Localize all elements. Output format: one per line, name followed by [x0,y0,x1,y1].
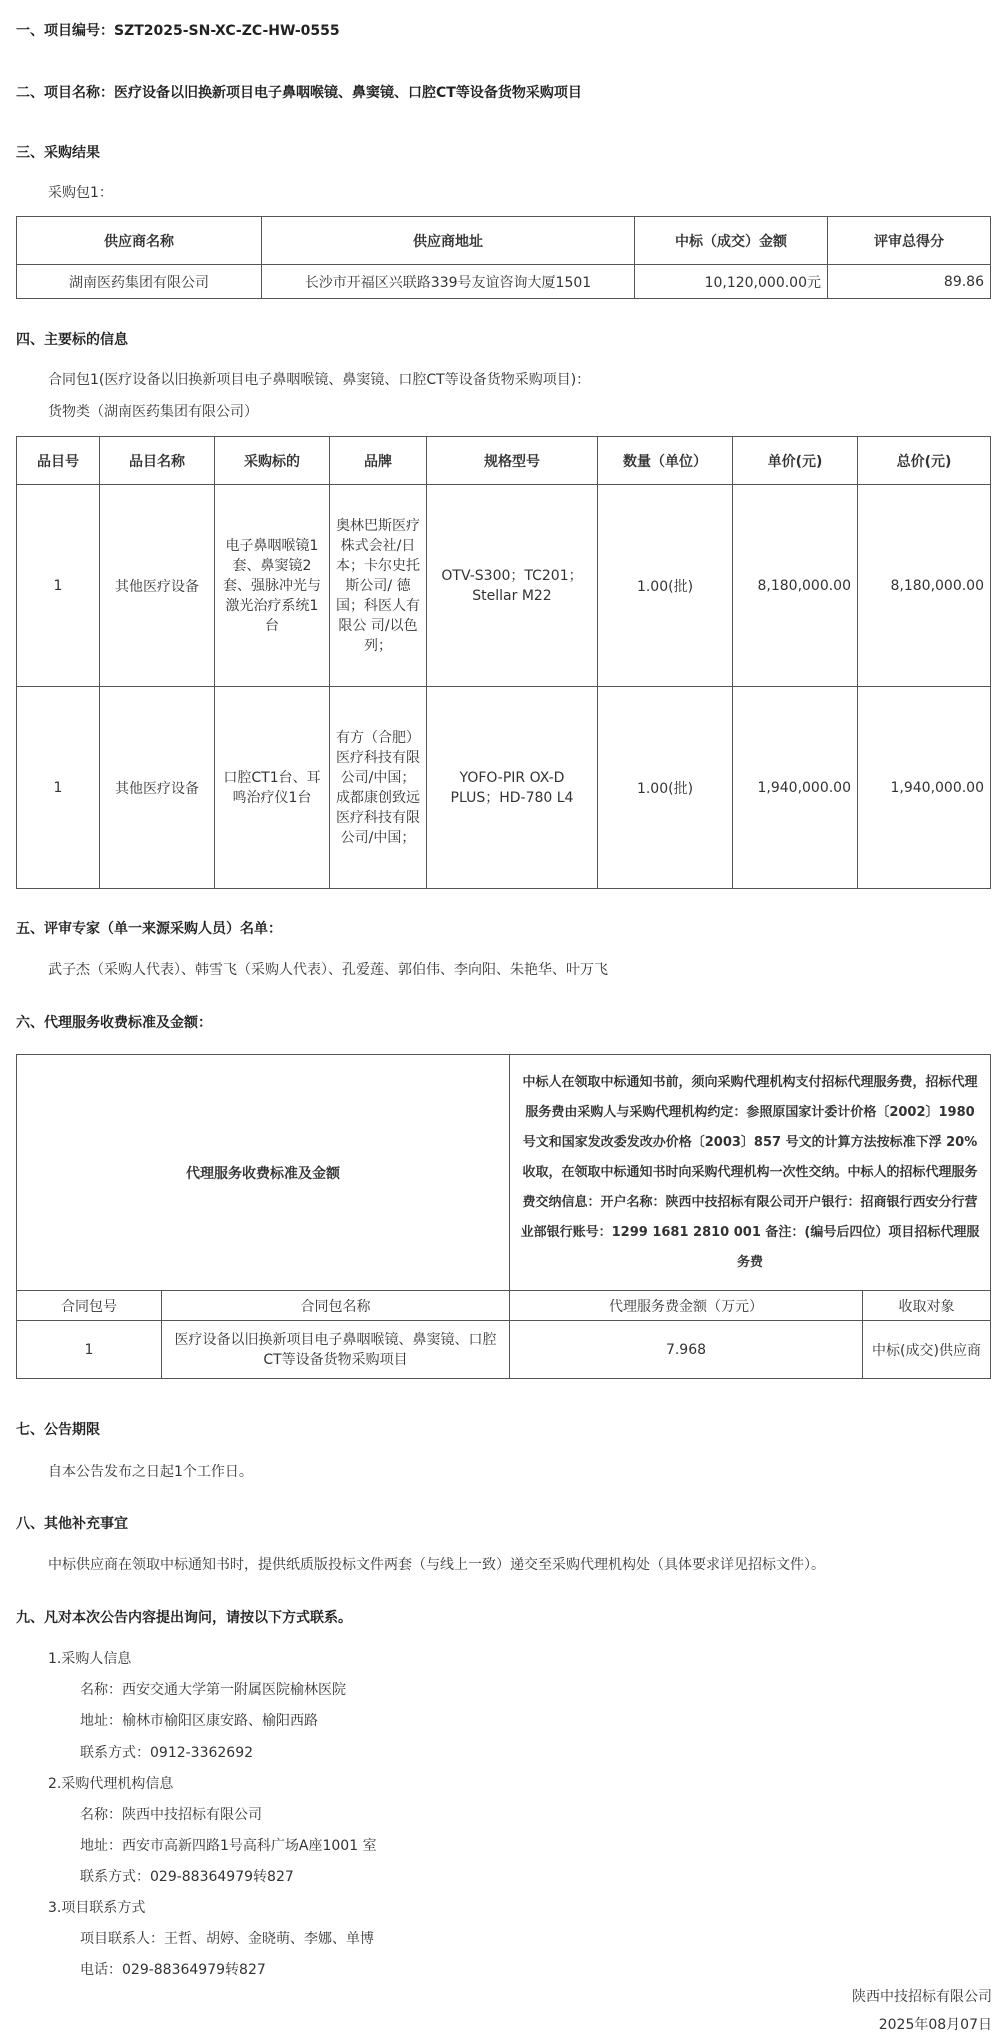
section-supplement: 八、其他补充事宜 [16,1516,128,1532]
cell-quantity: 1.00(批) [598,687,733,889]
subject-table [16,436,991,889]
package-label: 采购包1： [48,185,113,201]
fee-table [16,1054,991,1379]
fee-left-label: 代理服务收费标准及金额 [17,1055,510,1291]
project-name-label: 二、项目名称： [16,85,114,101]
col-procurement-item: 采购标的 [215,437,330,485]
col-fee-payer: 收取对象 [863,1291,991,1321]
section-contact: 九、凡对本次公告内容提出询问，请按以下方式联系。 [16,1610,352,1626]
cell-model: OTV-S300；TC201；Stellar M22 [427,485,598,687]
footer-date: 2025年08月07日 [878,2017,992,2033]
cell-supplier-name: 湖南医药集团有限公司 [17,265,262,299]
table-row [17,485,991,687]
contract-package-label: 合同包1(医疗设备以旧换新项目电子鼻咽喉镜、鼻窦镜、口腔CT等设备货物采购项目)： [48,372,591,388]
cell-award-amount: 10,120,000.00元 [635,265,828,299]
cell-unit-price: 8,180,000.00 [733,485,858,687]
project-number-value: SZT2025-SN-XC-ZC-HW-0555 [114,23,340,39]
col-item-name: 品目名称 [100,437,215,485]
cell-total-price: 1,940,000.00 [858,687,991,889]
cell-total-price: 8,180,000.00 [858,485,991,687]
project-contact-title: 3.项目联系方式 [48,1900,146,1916]
experts-list: 武子杰（采购人代表）、韩雪飞（采购人代表）、孔爱莲、郭伯伟、李向阳、朱艳华、叶万飞 [48,962,608,978]
col-total-price: 总价(元) [858,437,991,485]
result-table [16,216,991,299]
buyer-phone: 联系方式：0912-3362692 [80,1745,254,1761]
col-model: 规格型号 [427,437,598,485]
project-number-label: 一、项目编号： [16,23,114,39]
col-unit-price: 单价(元) [733,437,858,485]
project-contact-phone: 电话：029-88364979转827 [80,1962,266,1978]
section-experts: 五、评审专家（单一来源采购人员）名单： [16,921,282,937]
cell-contract-name: 医疗设备以旧换新项目电子鼻咽喉镜、鼻窦镜、口腔CT等设备货物采购项目 [162,1321,510,1379]
cell-fee-payer: 中标(成交)供应商 [863,1321,991,1379]
section-main-subject: 四、主要标的信息 [16,332,128,348]
cell-model: YOFO-PIR OX-D PLUS；HD-780 L4 [427,687,598,889]
agent-title: 2.采购代理机构信息 [48,1776,174,1792]
project-contact-people: 项目联系人：王哲、胡婷、金晓萌、李娜、单博 [80,1931,374,1947]
project-number-line [16,20,340,40]
footer-org: 陕西中技招标有限公司 [852,1989,992,2005]
table-row [17,687,991,889]
agent-address: 地址：西安市高新四路1号高科广场A座1001 室 [80,1838,377,1854]
col-quantity: 数量（单位） [598,437,733,485]
cell-item-name: 其他医疗设备 [100,687,215,889]
agent-name: 名称：陕西中技招标有限公司 [80,1807,262,1823]
cell-total-score: 89.86 [828,265,991,299]
project-name-value: 医疗设备以旧换新项目电子鼻咽喉镜、鼻窦镜、口腔CT等设备货物采购项目 [114,85,582,101]
section-procurement-result: 三、采购结果 [16,145,100,161]
category-label: 货物类（湖南医药集团有限公司） [48,404,258,420]
buyer-address: 地址：榆林市榆阳区康安路、榆阳西路 [80,1713,318,1729]
section-agency-fee: 六、代理服务收费标准及金额： [16,1015,212,1031]
cell-item-no: 1 [17,485,100,687]
col-supplier-address: 供应商地址 [262,217,635,265]
col-total-score: 评审总得分 [828,217,991,265]
buyer-title: 1.采购人信息 [48,1651,132,1667]
cell-procurement-item: 电子鼻咽喉镜1套、鼻窦镜2套、强脉冲光与激光治疗系统1台 [215,485,330,687]
col-supplier-name: 供应商名称 [17,217,262,265]
cell-procurement-item: 口腔CT1台、耳鸣治疗仪1台 [215,687,330,889]
col-fee-amount: 代理服务费金额（万元） [510,1291,863,1321]
cell-contract-no: 1 [17,1321,162,1379]
cell-fee-amount: 7.968 [510,1321,863,1379]
cell-unit-price: 1,940,000.00 [733,687,858,889]
buyer-name: 名称：西安交通大学第一附属医院榆林医院 [80,1682,346,1698]
cell-item-no: 1 [17,687,100,889]
cell-item-name: 其他医疗设备 [100,485,215,687]
fee-description: 中标人在领取中标通知书前，须向采购代理机构支付招标代理服务费，招标代理服务费由采购人与采购代理机构约定：参照原国家计委计价格〔2002〕1980 号文和国家发改委发改办价格〔2003〕857 号文的计算方法按标准下浮 20%收取，在领取中标通知书时向采购代理机构一次性交纳。中标人的招标代理服务费交纳信息：开户名称：陕西中技招标有限公司开户银行：招商银行西安分行营业部银行账号：1299 1681 2810 001 备注：(编号后四位）项目招标代理服务费 [510,1055,991,1291]
col-brand: 品牌 [330,437,427,485]
col-contract-name: 合同包名称 [162,1291,510,1321]
notice-period-text: 自本公告发布之日起1个工作日。 [48,1464,253,1480]
col-contract-no: 合同包号 [17,1291,162,1321]
col-item-no: 品目号 [17,437,100,485]
table-row [17,265,991,299]
table-row [17,1321,991,1379]
agent-phone: 联系方式：029-88364979转827 [80,1869,294,1885]
cell-brand: 奥林巴斯医疗 株式会社/日本；卡尔史托斯公司/ 德国；科医人有限公 司/以色列； [330,485,427,687]
supplement-text: 中标供应商在领取中标通知书时，提供纸质版投标文件两套（与线上一致）递交至采购代理机构处（具体要求详见招标文件）。 [48,1557,825,1573]
project-name-line [16,82,582,102]
section-notice-period: 七、公告期限 [16,1422,100,1438]
cell-supplier-address: 长沙市开福区兴联路339号友谊咨询大厦1501 [262,265,635,299]
cell-brand: 有方（合肥）医疗科技有限 公司/中国；成都康创致远医疗科技有限 公司/中国； [330,687,427,889]
col-award-amount: 中标（成交）金额 [635,217,828,265]
cell-quantity: 1.00(批) [598,485,733,687]
